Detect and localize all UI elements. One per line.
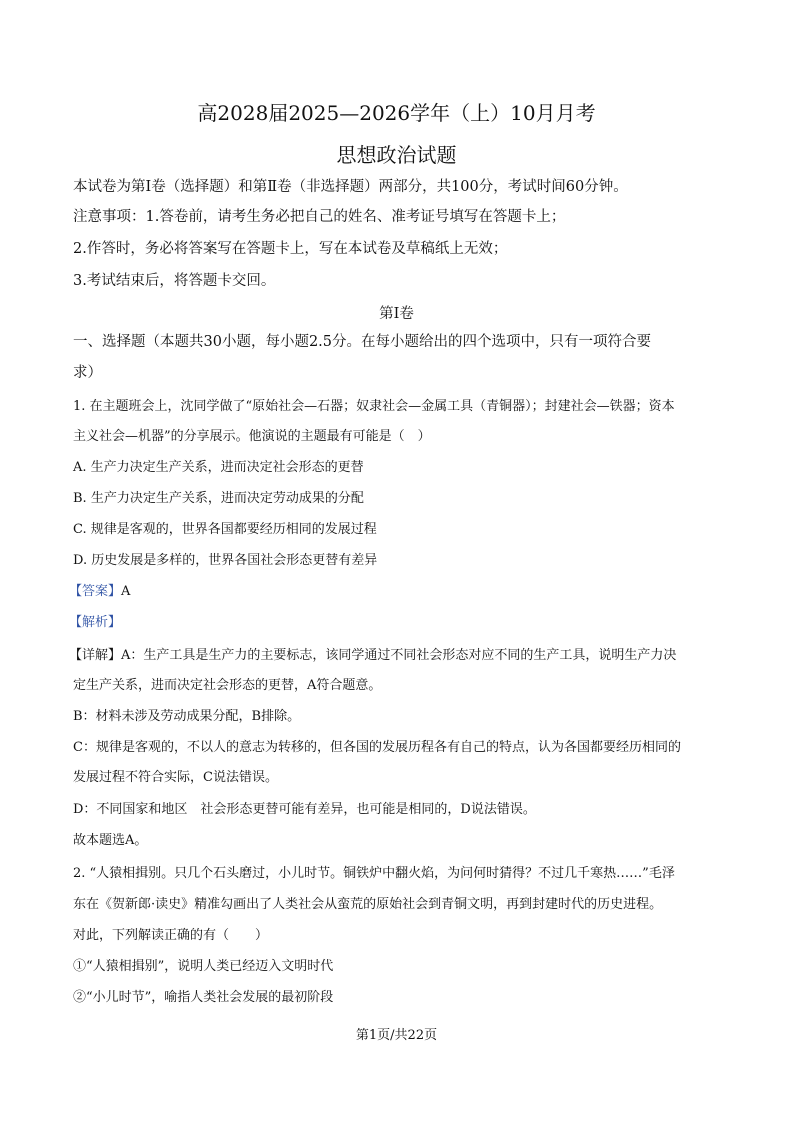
q1-analysis-tag xyxy=(69,613,729,633)
q1-detail-d: D：不同国家和地区 社会形态更替可能有差异，也可能是相同的，D说法错误。 xyxy=(73,802,536,817)
q1-detail-c-line2: 发展过程不符合实际，C说法错误。 xyxy=(73,770,278,785)
volume-heading: 第Ⅰ卷 xyxy=(379,306,414,322)
q1-option-c: C. 规律是客观的，世界各国都要经历相同的发展过程 xyxy=(73,522,377,537)
intro-line: 本试卷为第Ⅰ卷（选择题）和第Ⅱ卷（非选择题）两部分，共100分，考试时间60分钟。 xyxy=(73,179,628,195)
q2-stem-line3: 对此，下列解读正确的有（ ） xyxy=(73,928,269,943)
section-heading-line1: 一、选择题（本题共30小题，每小题2.5分。在每小题给出的四个选项中，只有一项符合要 xyxy=(73,334,652,350)
q2-item-2: ②“小儿时节”，喻指人类社会发展的最初阶段 xyxy=(73,990,334,1005)
detail-tag: 【详解】 xyxy=(69,648,122,663)
q1-answer xyxy=(69,582,729,602)
q2-stem-line2: 东在《贺新郎·读史》精准勾画出了人类社会从蛮荒的原始社会到青铜文明，再到封建时代的历史进程。 xyxy=(73,897,663,912)
q2-stem-line1: 2. “人猿相揖别。只几个石头磨过，小儿时节。铜铁炉中翻火焰，为问何时猜得？不过几千寒热……”毛泽 xyxy=(73,866,675,881)
notice-1: 注意事项：1.答卷前，请考生务必把自己的姓名、准考证号填写在答题卡上； xyxy=(73,209,566,225)
exam-title: 高2028届2025—2026学年（上）10月月考 xyxy=(197,101,596,125)
q1-option-a: A. 生产力决定生产关系，进而决定社会形态的更替 xyxy=(73,460,364,475)
q1-detail-line2: 定生产关系，进而决定社会形态的更替，A符合题意。 xyxy=(73,678,382,693)
page-number: 第1页/共22页 xyxy=(355,1028,438,1043)
notice-2: 2.作答时，务必将答案写在答题卡上，写在本试卷及草稿纸上无效； xyxy=(73,241,508,257)
q1-stem-line2: 主义社会—机器”的分享展示。他演说的主题最有可能是（ ） xyxy=(73,429,431,444)
analysis-tag: 【解析】 xyxy=(69,615,122,630)
q1-detail-line1 xyxy=(69,646,729,666)
q2-item-1: ①“人猿相揖别”，说明人类已经迈入文明时代 xyxy=(73,959,334,974)
q1-detail-c-line1: C：规律是客观的，不以人的意志为转移的，但各国的发展历程各有自己的特点，认为各国都要经历相同的 xyxy=(73,740,681,755)
q1-option-b: B. 生产力决定生产关系，进而决定劳动成果的分配 xyxy=(73,491,364,506)
q1-conclusion: 故本题选A。 xyxy=(73,833,148,848)
exam-subtitle: 思想政治试题 xyxy=(336,143,457,167)
notice-3: 3.考试结束后，将答题卡交回。 xyxy=(73,273,276,289)
detail-text: A：生产工具是生产力的主要标志，该同学通过不同社会形态对应不同的生产工具，说明生产力决 xyxy=(121,648,677,663)
answer-tag: 【答案】 xyxy=(69,584,122,599)
q1-stem-line1: 1. 在主题班会上，沈同学做了“原始社会—石器；奴隶社会—金属工具（青铜器）；封建社会—铁器；资本 xyxy=(73,399,675,414)
q1-option-d: D. 历史发展是多样的，世界各国社会形态更替有差异 xyxy=(73,553,378,568)
answer-value: A xyxy=(121,584,131,599)
q1-detail-b: B：材料未涉及劳动成果分配，B排除。 xyxy=(73,709,301,724)
section-heading-line2: 求） xyxy=(73,365,102,381)
